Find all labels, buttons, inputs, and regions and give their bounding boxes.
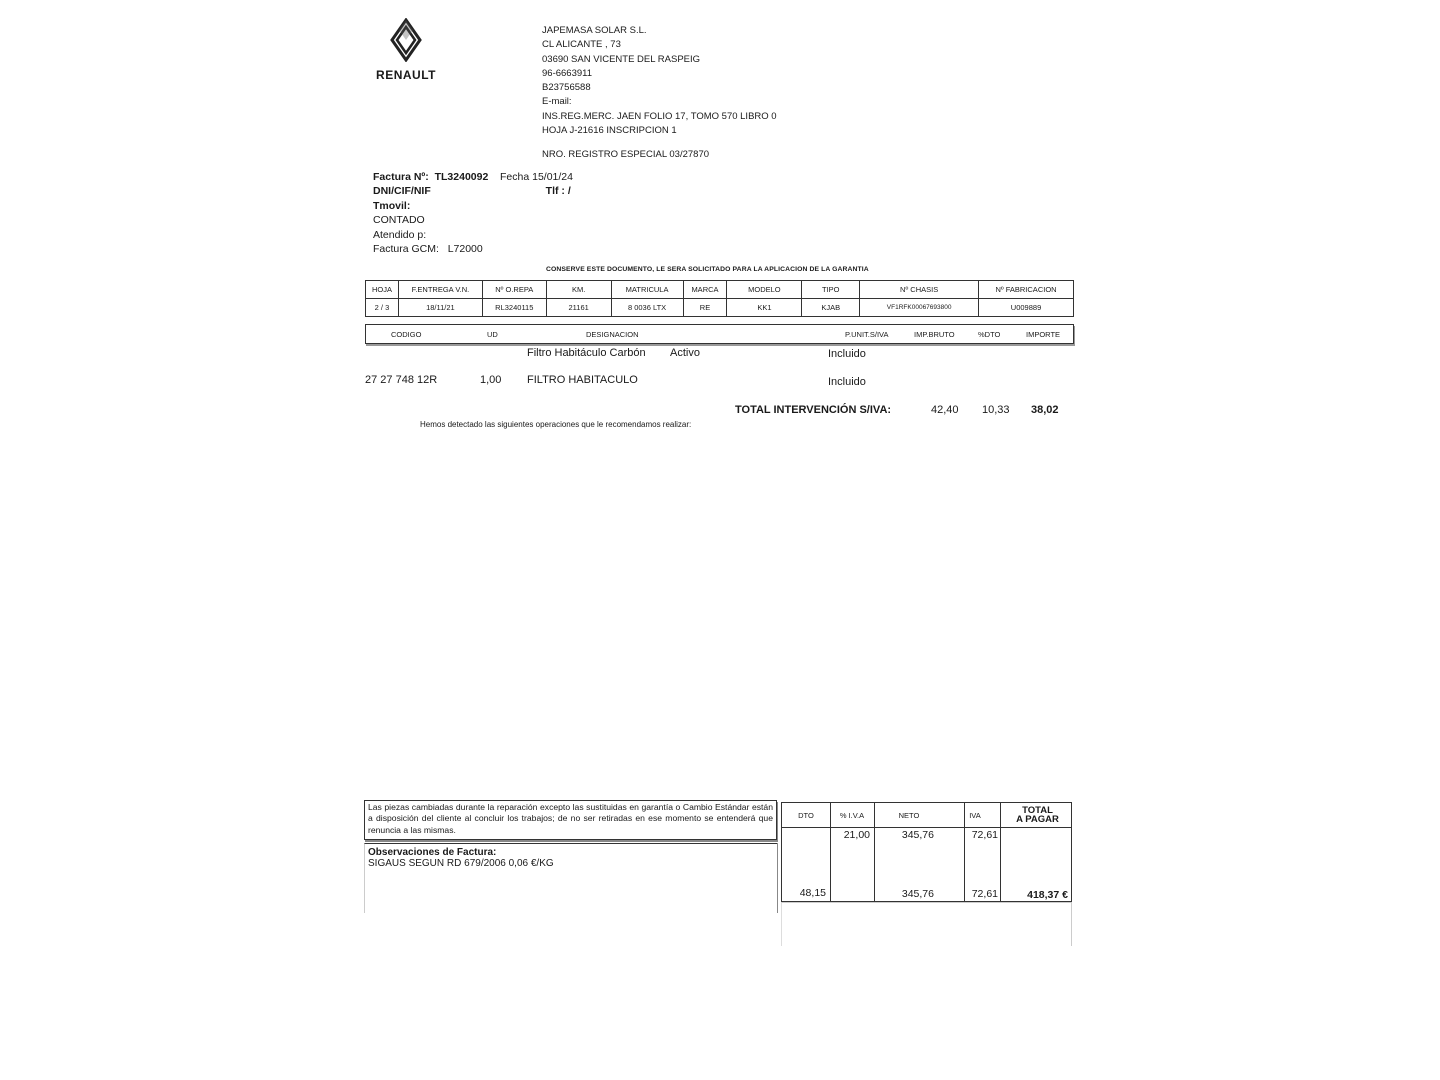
totals-header-total-line2: A PAGAR	[1016, 814, 1059, 825]
invoice-date: 15/01/24	[532, 171, 573, 183]
header-cell: F.ENTREGA V.N.	[398, 281, 482, 299]
recommendation-text: Hemos detectado las siguientes operaciones que le recomendamos realizar:	[420, 420, 692, 429]
brand-name: RENAULT	[376, 68, 436, 82]
col-dto: %DTO	[978, 330, 1001, 339]
totals-header-total	[1002, 806, 1073, 824]
value-cell: VF1RFK00067693800	[860, 299, 979, 317]
totals-iva-pct: 21,00	[843, 829, 870, 841]
totals-footer-neto: 345,76	[901, 888, 934, 900]
header-cell: MODELO	[727, 281, 802, 299]
renault-logo	[366, 18, 446, 88]
invoice-date-label: Fecha	[500, 171, 530, 183]
header-cell: HOJA	[366, 281, 399, 299]
totals-header-neto: NETO	[898, 811, 920, 820]
totals-box	[781, 802, 1072, 902]
value-cell: KJAB	[802, 299, 860, 317]
value-cell: RE	[683, 299, 727, 317]
company-line: HOJA J-21616 INSCRIPCION 1	[542, 125, 677, 137]
header-cell: MARCA	[683, 281, 727, 299]
value-cell: 21161	[546, 299, 611, 317]
line-note: Incluido	[828, 348, 866, 360]
attended-label: Atendido p:	[373, 228, 427, 241]
line-note: Incluido	[828, 376, 866, 388]
gcm-label: Factura GCM:	[373, 243, 439, 256]
warranty-notice: CONSERVE ESTE DOCUMENTO, LE SERA SOLICITADO PARA LA APLICACION DE LA GARANTIA	[546, 266, 869, 273]
col-punit: P.UNIT.S/IVA	[845, 330, 889, 339]
company-line: 96-6663911	[542, 67, 593, 79]
total-to-pay: 418,37 €	[1027, 889, 1068, 901]
totals-header-dto: DTO	[798, 811, 814, 820]
total-intervention-bruto: 42,40	[931, 404, 959, 416]
col-bruto: IMP.BRUTO	[914, 330, 955, 339]
header-cell: TIPO	[802, 281, 860, 299]
observations-title: Observaciones de Factura:	[368, 847, 497, 858]
dni-label: DNI/CIF/NIF	[373, 185, 431, 198]
tmovil-label: Tmovil:	[373, 199, 411, 212]
company-line: B23756588	[542, 82, 591, 94]
line-desc: Filtro Habitáculo Carbón	[527, 347, 646, 359]
totals-iva: 72,61	[971, 829, 998, 841]
col-designacion: DESIGNACION	[586, 330, 639, 339]
value-cell: U009889	[979, 299, 1074, 317]
totals-header-iva-pct: % I.V.A	[839, 811, 865, 820]
header-cell: Nº FABRICACION	[979, 281, 1074, 299]
col-importe: IMPORTE	[1026, 330, 1061, 339]
line-extra: Activo	[670, 347, 700, 359]
invoice-number: TL3240092	[434, 171, 489, 183]
totals-footer-dto: 48,15	[799, 887, 826, 899]
totals-box-shadow	[781, 902, 1072, 946]
line-code: 27 27 748 12R	[365, 374, 438, 386]
vehicle-table	[365, 280, 1074, 317]
invoice-meta	[373, 170, 573, 256]
header-cell: KM.	[546, 281, 611, 299]
observations-box	[364, 843, 777, 913]
value-cell: RL3240115	[482, 299, 546, 317]
totals-header-iva: IVA	[969, 811, 981, 820]
value-cell: KK1	[727, 299, 802, 317]
value-cell: 2 / 3	[366, 299, 399, 317]
value-cell: 8 0036 LTX	[611, 299, 683, 317]
line-desc: FILTRO HABITACULO	[527, 374, 638, 386]
vehicle-table-row	[366, 299, 1074, 317]
special-register: NRO. REGISTRO ESPECIAL 03/27870	[542, 149, 710, 161]
header-cell: Nº CHASIS	[860, 281, 979, 299]
company-line: 03690 SAN VICENTE DEL RASPEIG	[542, 53, 701, 65]
line-qty: 1,00	[480, 374, 502, 386]
total-intervention-label: TOTAL INTERVENCIÓN S/IVA:	[735, 404, 892, 416]
company-line: CL ALICANTE , 73	[542, 39, 621, 51]
totals-header-total-line1: TOTAL	[1022, 805, 1053, 816]
totals-footer-iva: 72,61	[971, 888, 998, 900]
col-codigo: CODIGO	[391, 330, 422, 339]
vehicle-table-header	[366, 281, 1074, 299]
gcm-value: L72000	[447, 243, 483, 256]
tlf-label: Tlf : /	[545, 185, 571, 198]
total-intervention-importe: 38,02	[1031, 404, 1059, 416]
renault-diamond-icon	[386, 18, 426, 62]
col-ud: UD	[487, 330, 498, 339]
legal-notice: Las piezas cambiadas durante la reparación excepto las sustituidas en garantía o Cambio Estándar están a disposición del cliente al concluir los trabajos; de no ser retiradas en ese momento se entenderá que renuncia a las mismas.	[364, 800, 777, 840]
company-line: INS.REG.MERC. JAEN FOLIO 17, TOMO 570 LIBRO 0	[542, 110, 777, 122]
invoice-number-label: Factura Nº:	[373, 171, 429, 183]
header-cell: Nº O.REPA	[482, 281, 546, 299]
value-cell: 18/11/21	[398, 299, 482, 317]
header-cell: MATRICULA	[611, 281, 683, 299]
company-info	[542, 24, 777, 163]
company-line: E-mail:	[542, 96, 572, 108]
observations-text: SIGAUS SEGUN RD 679/2006 0,06 €/KG	[368, 858, 554, 869]
payment-method: CONTADO	[373, 214, 425, 227]
lines-header	[365, 324, 1074, 344]
totals-neto: 345,76	[901, 829, 934, 841]
company-line: JAPEMASA SOLAR S.L.	[542, 25, 647, 36]
total-intervention-dto: 10,33	[982, 404, 1010, 416]
